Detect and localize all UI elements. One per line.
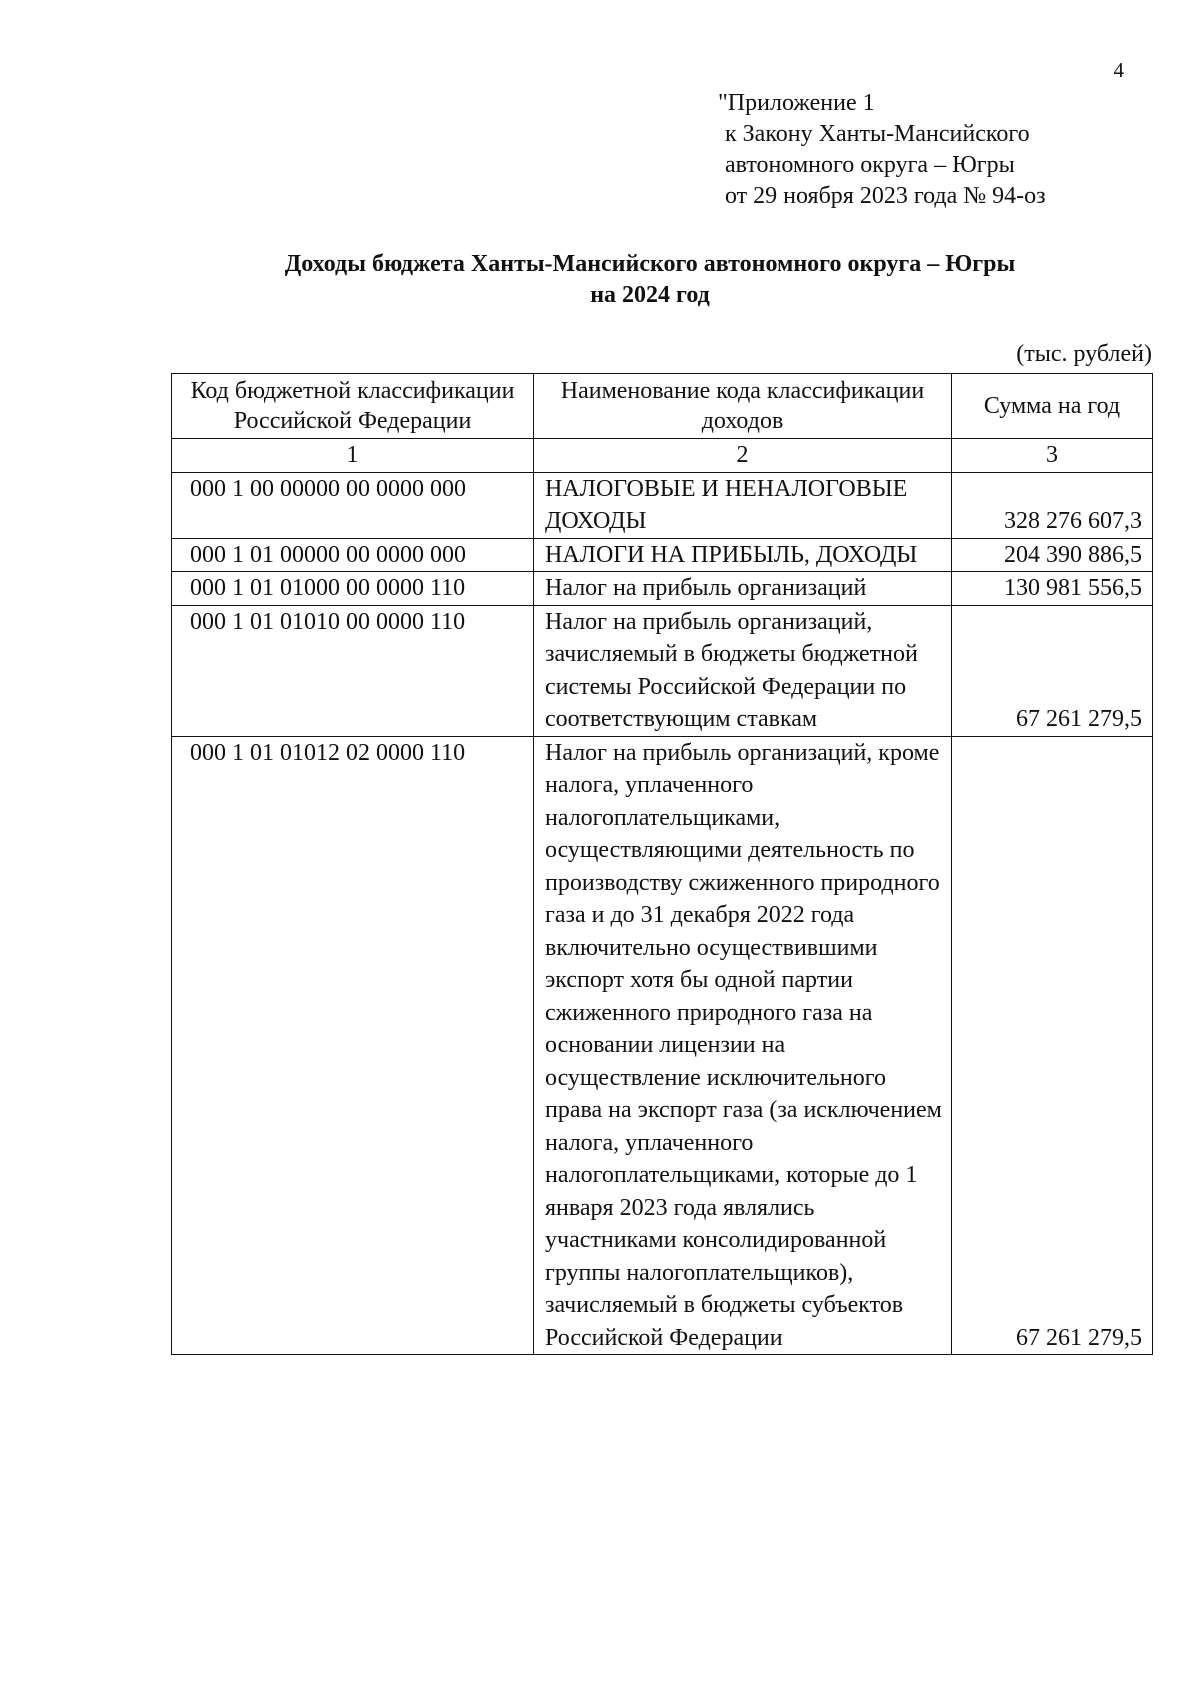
appendix-line-4: от 29 ноября 2023 года № 94-оз bbox=[725, 183, 1046, 209]
appendix-line-3: автономного округа – Югры bbox=[725, 152, 1015, 178]
row-name: Налог на прибыль организаций, зачисляемый в бюджеты бюджетной системы Российской Федерации по соответствующим ставкам bbox=[534, 605, 952, 736]
table-row bbox=[172, 538, 1153, 572]
appendix-line-1: "Приложение 1 bbox=[718, 90, 875, 116]
document-title bbox=[120, 249, 1180, 311]
page-number: 4 bbox=[1113, 58, 1124, 82]
row-name: НАЛОГИ НА ПРИБЫЛЬ, ДОХОДЫ bbox=[534, 538, 952, 572]
appendix-reference bbox=[718, 88, 1046, 212]
header-name: Наименование кода классификации доходов bbox=[534, 374, 952, 439]
row-code: 000 1 01 00000 00 0000 000 bbox=[172, 538, 534, 572]
row-name: Налог на прибыль организаций, кроме налога, уплаченного налогоплательщиками, осуществляющими деятельность по производству сжиженного природного газа и до 31 декабря 2022 года включительно осуществившими экспорт хотя бы одной партии сжиженного природного газа на основании лицензии на осуществление исключительного права на экспорт газа (за исключением налога, уплаченного налогоплательщиками, которые до 1 января 2023 года являлись участниками консолидированной группы налогоплательщиков), зачисляемый в бюджеты субъектов Российской Федерации bbox=[534, 736, 952, 1355]
row-code: 000 1 01 01000 00 0000 110 bbox=[172, 572, 534, 606]
row-sum: 67 261 279,5 bbox=[952, 605, 1153, 736]
row-name: НАЛОГОВЫЕ И НЕНАЛОГОВЫЕ ДОХОДЫ bbox=[534, 472, 952, 538]
title-line-2: на 2024 год bbox=[590, 282, 710, 308]
title-line-1: Доходы бюджета Ханты-Мансийского автономного округа – Югры bbox=[284, 251, 1016, 277]
column-number: 1 bbox=[172, 439, 534, 473]
table-row bbox=[172, 472, 1153, 538]
header-code: Код бюджетной классификации Российской Федерации bbox=[172, 374, 534, 439]
row-sum: 328 276 607,3 bbox=[952, 472, 1153, 538]
revenue-table bbox=[171, 373, 1153, 1355]
header-sum: Сумма на год bbox=[952, 374, 1153, 439]
row-code: 000 1 01 01012 02 0000 110 bbox=[172, 736, 534, 1355]
row-code: 000 1 00 00000 00 0000 000 bbox=[172, 472, 534, 538]
appendix-line-2: к Закону Ханты-Мансийского bbox=[725, 121, 1030, 147]
table-header-row bbox=[172, 374, 1153, 439]
row-name: Налог на прибыль организаций bbox=[534, 572, 952, 606]
row-sum: 67 261 279,5 bbox=[952, 736, 1153, 1355]
row-code: 000 1 01 01010 00 0000 110 bbox=[172, 605, 534, 736]
column-number: 3 bbox=[952, 439, 1153, 473]
table-row bbox=[172, 605, 1153, 736]
units-label: (тыс. рублей) bbox=[1016, 341, 1152, 367]
row-sum: 204 390 886,5 bbox=[952, 538, 1153, 572]
table-row bbox=[172, 572, 1153, 606]
row-sum: 130 981 556,5 bbox=[952, 572, 1153, 606]
column-number: 2 bbox=[534, 439, 952, 473]
table-row bbox=[172, 736, 1153, 1355]
column-number-row bbox=[172, 439, 1153, 473]
